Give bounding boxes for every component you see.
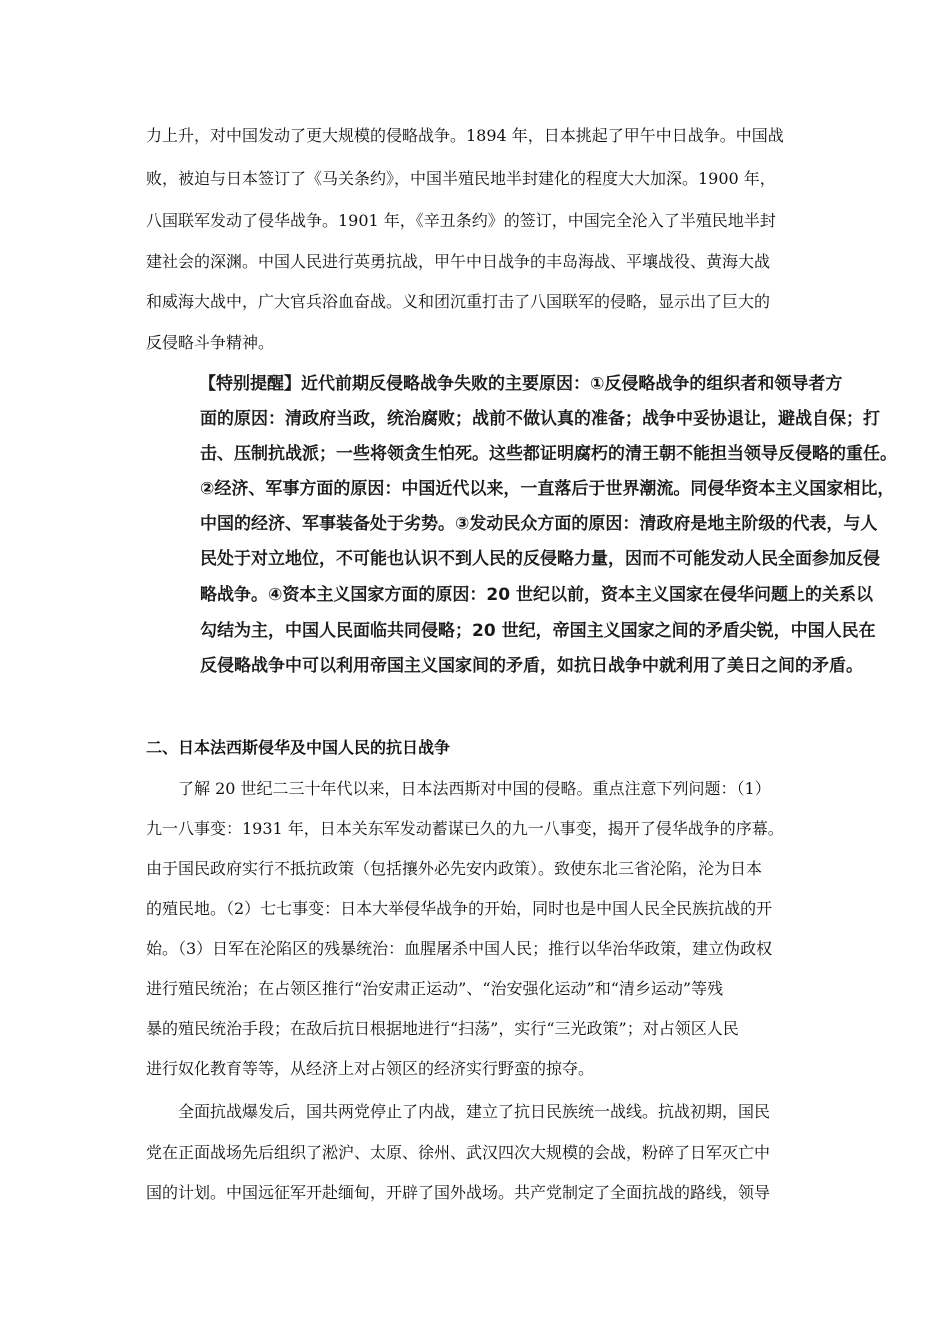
callout-line: ②经济、军事方面的原因：中国近代以来，一直落后于世界潮流。同侵华资本主义国家相比， — [200, 479, 895, 499]
paragraph-line: 败，被迫与日本签订了《马关条约》，中国半殖民地半封建化的程度大大加深。1900 年， — [146, 169, 776, 188]
paragraph-line: 和威海大战中，广大官兵浴血奋战。义和团沉重打击了八国联军的侵略，显示出了巨大的 — [146, 292, 771, 311]
paragraph-line: 建社会的深渊。中国人民进行英勇抗战，甲午中日战争的丰岛海战、平壤战役、黄海大战 — [146, 252, 771, 271]
callout-line: 反侵略战争中可以利用帝国主义国家间的矛盾，如抗日战争中就利用了美日之间的矛盾。 — [200, 656, 863, 676]
callout-line: 面的原因：清政府当政，统治腐败；战前不做认真的准备；战争中妥协退让，避战自保；打 — [200, 409, 880, 429]
paragraph-line: 进行殖民统治；在占领区推行“治安肃正运动”、“治安强化运动”和“清乡运动”等残 — [146, 979, 724, 998]
callout-line: 略战争。④资本主义国家方面的原因：20 世纪以前，资本主义国家在侵华问题上的关系以 — [200, 585, 873, 605]
callout-line: 勾结为主，中国人民面临共同侵略；20 世纪，帝国主义国家之间的矛盾尖锐，中国人民在 — [200, 621, 876, 641]
paragraph-line: 全面抗战爆发后，国共两党停止了内战，建立了抗日民族统一战线。抗战初期，国民 — [178, 1102, 771, 1121]
paragraph-line: 的殖民地。（2）七七事变：日本大举侵华战争的开始，同时也是中国人民全民族抗战的开 — [146, 899, 773, 918]
paragraph-line: 国的计划。中国远征军开赴缅甸，开辟了国外战场。共产党制定了全面抗战的路线，领导 — [146, 1183, 771, 1202]
paragraph-line: 了解 20 世纪二三十年代以来，日本法西斯对中国的侵略。重点注意下列问题：（1） — [178, 779, 771, 798]
paragraph-line: 党在正面战场先后组织了淞沪、太原、徐州、武汉四次大规模的会战，粉碎了日军灭亡中 — [146, 1143, 771, 1162]
paragraph-line: 进行奴化教育等等，从经济上对占领区的经济实行野蛮的掠夺。 — [146, 1059, 595, 1078]
callout-line: 击、压制抗战派；一些将领贪生怕死。这些都证明腐朽的清王朝不能担当领导反侵略的重任。 — [200, 444, 897, 464]
callout-text: 近代前期反侵略战争失败的主要原因：①反侵略战争的组织者和领导者方 — [301, 374, 843, 394]
section-heading: 二、日本法西斯侵华及中国人民的抗日战争 — [146, 738, 451, 757]
paragraph-line: 九一八事变：1931 年，日本关东军发动蓄谋已久的九一八事变，揭开了侵华战争的序幕。 — [146, 819, 784, 838]
paragraph-line: 始。（3）日军在沦陷区的残暴统治：血腥屠杀中国人民；推行以华治华政策，建立伪政权 — [146, 939, 773, 958]
callout-line: 中国的经济、军事装备处于劣势。③发动民众方面的原因：清政府是地主阶级的代表，与人 — [200, 514, 878, 534]
paragraph-line: 八国联军发动了侵华战争。1901 年，《辛丑条约》的签订，中国完全沦入了半殖民地半封 — [146, 211, 776, 230]
callout-tag: 【特别提醒】 — [199, 374, 301, 394]
paragraph-line: 反侵略斗争精神。 — [146, 333, 275, 352]
paragraph-line: 暴的殖民统治手段；在敌后抗日根据地进行“扫荡”，实行“三光政策”；对占领区人民 — [146, 1019, 739, 1038]
callout-line: 民处于对立地位，不可能也认识不到人民的反侵略力量，因而不可能发动人民全面参加反侵 — [200, 549, 880, 569]
paragraph-line: 由于国民政府实行不抵抗政策（包括攘外必先安内政策）。致使东北三省沦陷，沦为日本 — [146, 859, 763, 878]
callout-first-line — [199, 373, 842, 395]
paragraph-line: 力上升，对中国发动了更大规模的侵略战争。1894 年，日本挑起了甲午中日战争。中国战 — [146, 126, 784, 145]
